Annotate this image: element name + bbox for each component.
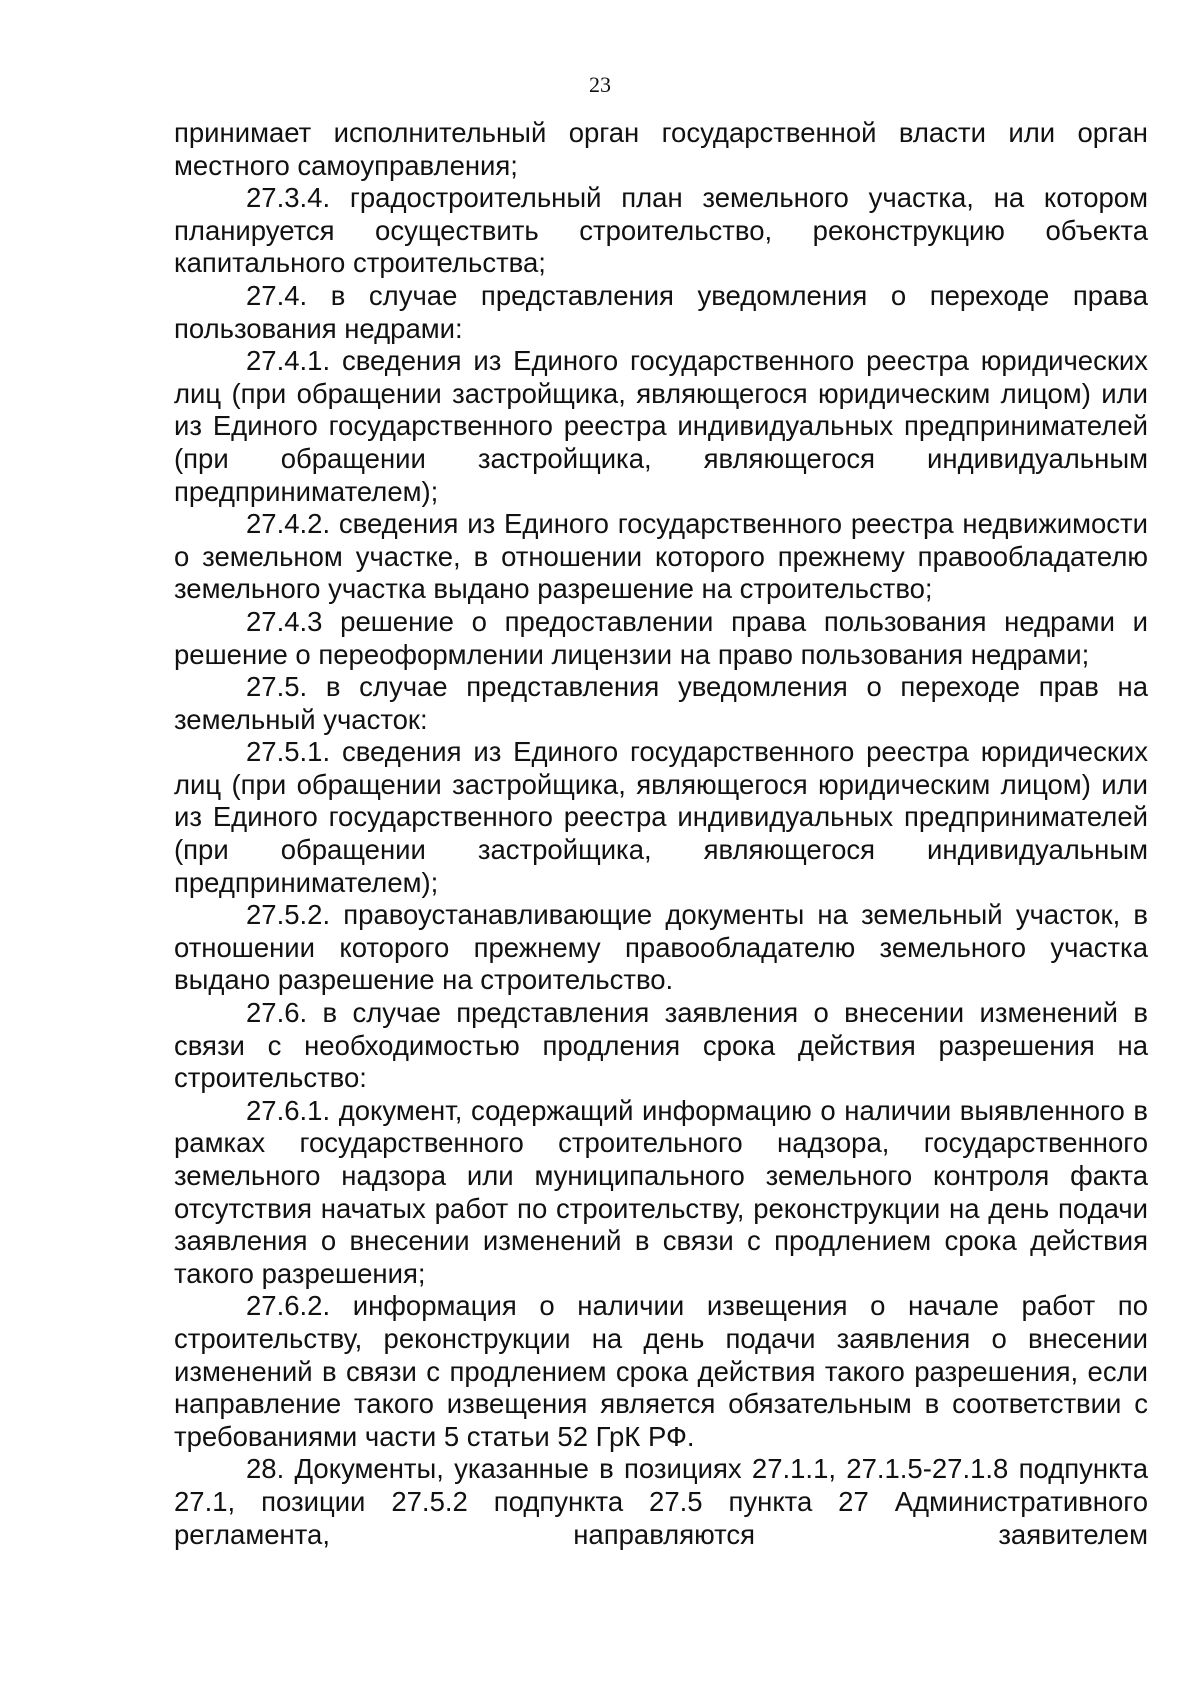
- paragraph-continuation: принимает исполнительный орган государственной власти или орган местного самоуправления;: [174, 117, 1148, 181]
- paragraph-27-5-2: 27.5.2. правоустанавливающие документы на земельный участок, в отношении которого прежнему правообладателю земельного участка выдано разрешение на строительство.: [174, 899, 1148, 996]
- paragraph-27-6-1: 27.6.1. документ, содержащий информацию о наличии выявленного в рамках государственного строительного надзора, государственного земельного надзора или муниципального земельного контроля факта отсутствия начатых работ по строительству, реконструкции на день подачи заявления о внесении изменений в связи с продлением срока действия такого разрешения;: [174, 1094, 1148, 1289]
- paragraph-27-5-1: 27.5.1. сведения из Единого государственного реестра юридических лиц (при обращении застройщика, являющегося юридическим лицом) или из Единого государственного реестра индивидуальных предпринимателей (при обращении застройщика, являющегося индивидуальным предпринимателем);: [174, 736, 1148, 898]
- paragraph-27-4-3: 27.4.3 решение о предоставлении права пользования недрами и решение о переоформлении лицензии на право пользования недрами;: [174, 605, 1148, 670]
- paragraph-28: 28. Документы, указанные в позициях 27.1.1, 27.1.5-27.1.8 подпункта 27.1, позиции 27.5.2 подпункта 27.5 пункта 27 Административного регламента, направляются заявителем: [174, 1453, 1148, 1550]
- paragraph-27-5: 27.5. в случае представления уведомления о переходе прав на земельный участок:: [174, 671, 1148, 735]
- paragraph-27-3-4: 27.3.4. градостроительный план земельного участка, на котором планируется осуществить строительство, реконструкцию объекта капитального строительства;: [174, 182, 1148, 279]
- paragraph-27-4: 27.4. в случае представления уведомления о переходе права пользования недрами:: [174, 279, 1148, 344]
- paragraph-27-4-2: 27.4.2. сведения из Единого государственного реестра недвижимости о земельном участке, в отношении которого прежнему правообладателю земельного участка выдано разрешение на строительство;: [174, 508, 1148, 605]
- document-body: [174, 117, 1148, 1551]
- paragraph-27-6-2: 27.6.2. информация о наличии извещения о начале работ по строительству, реконструкции на день подачи заявления о внесении изменений в связи с продлением срока действия такого разрешения, если направление такого извещения является обязательным в соответствии с требованиями части 5 статьи 52 ГрК РФ.: [174, 1290, 1148, 1452]
- paragraph-27-4-1: 27.4.1. сведения из Единого государственного реестра юридических лиц (при обращении застройщика, являющегося юридическим лицом) или из Единого государственного реестра индивидуальных предпринимателей (при обращении застройщика, являющегося индивидуальным предпринимателем);: [174, 345, 1148, 507]
- paragraph-27-6: 27.6. в случае представления заявления о внесении изменений в связи с необходимостью продления срока действия разрешения на строительство:: [174, 997, 1148, 1094]
- page-number: 23: [589, 72, 611, 97]
